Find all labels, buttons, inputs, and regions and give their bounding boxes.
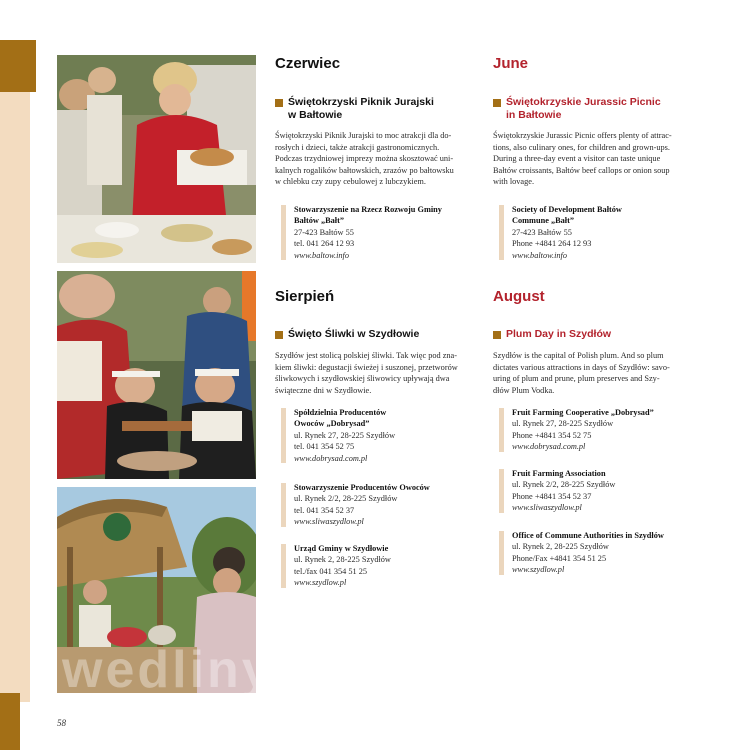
bullet-square [275,99,283,107]
contact-website-link[interactable]: www.sliwaszydlow.pl [512,503,582,513]
contact-block-pl [281,482,484,528]
left-brown-tab-bottom [0,693,20,750]
contact-phone: Phone/Fax +4841 354 51 25 [512,553,607,563]
contact-name: Stowarzyszenie Producentów Owoców [294,483,430,492]
event-title-line: Plum Day in Szydłów [506,328,612,340]
paragraph-line: with lovage. [493,177,535,187]
contact-bar [499,408,504,452]
paragraph-line: uring of plum and prune, plum preserves and Szy- [493,374,660,384]
contact-bar [499,469,504,513]
bullet-square [275,331,283,339]
contact-website-link[interactable]: www.sliwaszydlow.pl [294,517,364,527]
event-description-en [493,130,695,188]
contact-name: Society of Development Bałtów [512,205,622,214]
contact-phone: tel./fax 041 354 51 25 [294,566,368,576]
contact-name: Urząd Gminy w Szydłowie [294,544,389,553]
month-heading-pl: Czerwiec [275,55,341,72]
contact-website-link[interactable]: www.baltow.info [512,250,568,260]
contact-block-pl [281,407,484,464]
event-title-line: Świętokrzyskie Jurassic Picnic [506,96,661,108]
contact-website-link[interactable]: www.baltow.info [294,250,350,260]
contact-bar [281,408,286,463]
contact-name: Commune „Bałt” [512,216,574,226]
event-description-en [493,350,695,396]
bullet-square [493,331,501,339]
paragraph-line: Świętokrzyski Piknik Jurajski to moc atrakcji dla do- [275,131,452,140]
contact-name: Stowarzyszenie na Rzecz Rozwoju Gminy [294,205,442,214]
contact-block-en [499,530,722,576]
contact-name: Fruit Farming Association [512,469,606,478]
photo-folk-women [57,271,256,479]
contact-block-pl [281,204,484,261]
event-title-line: Świętokrzyski Piknik Jurajski [288,96,434,108]
paragraph-line: w chlebku czy zupy cebulowej z lubczykiem. [275,177,426,187]
paragraph-line: kiem śliwki: degustacji świeżej i suszonej, przetworów [275,362,458,372]
page-number: 58 [57,718,66,728]
paragraph-line: dłów Plum Vodka. [493,385,555,395]
month-heading-en: August [493,288,545,305]
paragraph-line: kalnych rogalików bałtowskich, zrazów po bałtowsku [275,165,454,175]
paragraph-line: świąteczne dni w Szydłowie. [275,385,372,395]
paragraph-line: Bałtów croissants, Bałtów beef callops or onion soup [493,165,670,175]
bullet-square [493,99,501,107]
contact-phone: Phone +4841 354 52 37 [512,491,592,501]
event-title-line: w Bałtowie [288,109,343,121]
contact-name: Spółdzielnia Producentów [294,408,387,417]
paragraph-line: During a three-day event a visitor can taste unique [493,154,661,164]
paragraph-line: Świętokrzyskie Jurassic Picnic offers plenty of attrac- [493,131,672,140]
paragraph-line: tions, also culinary ones, for children and grown-ups. [493,142,670,152]
contact-block-en [499,468,712,514]
event-description-pl [275,350,475,396]
contact-phone: Phone +4841 264 12 93 [512,239,592,249]
paragraph-line: śliwkowych i szydłowskiej śliwowicy upływają dwa [275,374,450,384]
watermark: wedlinydomowe.pl [62,641,573,699]
contact-address: 27-423 Bałtów 55 [512,227,572,237]
contact-bar [499,205,504,260]
month-heading-pl: Sierpień [275,288,335,305]
contact-phone: tel. 041 264 12 93 [294,239,355,249]
event-title-line: Święto Śliwki w Szydłowie [288,328,420,340]
contact-website-link[interactable]: www.szydlow.pl [512,565,565,575]
contact-address: ul. Rynek 2/2, 28-225 Szydłów [294,494,398,504]
contact-bar [281,483,286,527]
left-cream-strip [0,92,30,702]
paragraph-line: dictates various attractions in days of Szydłów: savo- [493,362,670,372]
contact-block-en [499,204,702,261]
contact-address: ul. Rynek 27, 28-225 Szydłów [294,430,396,440]
paragraph-line: Szydłów jest stolicą polskiej śliwki. Tak więc pod zna- [275,351,457,360]
contact-block-pl [281,543,484,589]
contact-website-link[interactable]: www.dobrysad.com.pl [294,453,368,463]
event-title-en [493,96,706,122]
event-title-line: in Bałtowie [506,109,562,121]
paragraph-line: rosłych i dzieci, także atrakcji gastronomicznych. [275,142,440,152]
contact-address: ul. Rynek 2, 28-225 Szydłów [294,555,391,565]
paragraph-line: Szydłów is the capital of Polish plum. And so plum [493,351,664,360]
contact-address: ul. Rynek 2, 28-225 Szydłów [512,542,609,552]
paragraph-line: Podczas trzydniowej imprezy można skosztować uni- [275,154,454,164]
contact-name: Fruit Farming Cooperative „Dobrysad” [512,408,654,417]
event-title-en [493,328,706,341]
contact-name: Owoców „Dobrysad” [294,419,370,429]
contact-website-link[interactable]: www.szydlow.pl [294,578,347,588]
contact-name: Bałtów „Bałt” [294,216,345,226]
contact-phone: tel. 041 354 52 75 [294,442,355,452]
event-title-pl [275,96,488,122]
contact-website-link[interactable]: www.dobrysad.com.pl [512,442,586,452]
contact-phone: Phone +4841 354 52 75 [512,430,592,440]
photo-picnic [57,55,256,263]
contact-block-en [499,407,712,453]
left-brown-tab-top [0,40,36,92]
contact-bar [281,544,286,588]
event-title-pl [275,328,488,341]
contact-address: 27-423 Bałtów 55 [294,227,354,237]
contact-address: ul. Rynek 2/2, 28-225 Szydłów [512,480,616,490]
month-heading-en: June [493,55,529,72]
event-description-pl [275,130,475,188]
contact-bar [281,205,286,260]
contact-bar [499,531,504,575]
contact-address: ul. Rynek 27, 28-225 Szydłów [512,419,614,429]
contact-name: Office of Commune Authorities in Szydłów [512,531,664,540]
contact-phone: tel. 041 354 52 37 [294,505,355,515]
